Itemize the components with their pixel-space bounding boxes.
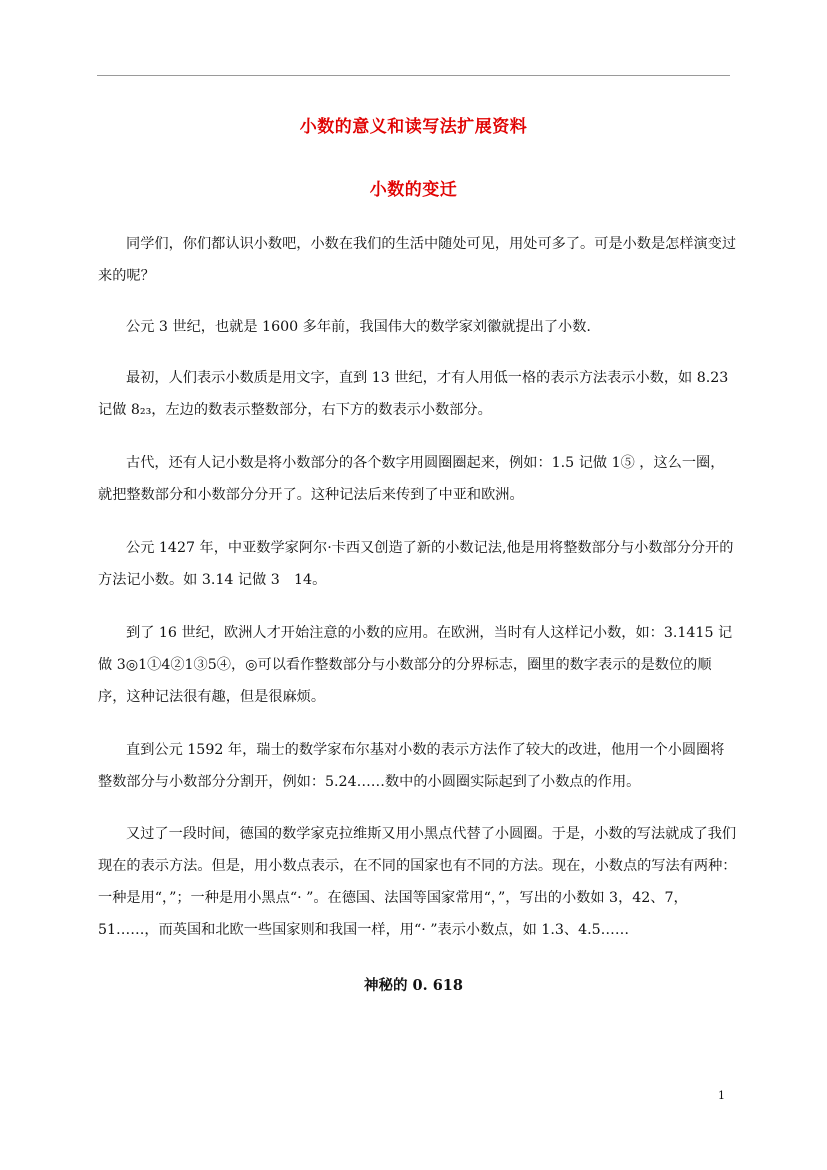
header-rule [97,75,730,76]
paragraph-3: 最初，人们表示小数质是用文字，直到 13 世纪，才有人用低一格的表示方法表示小数，如 8.23 记做 8₂₃，左边的数表示整数部分，右下方的数表示小数部分。 [98,370,729,418]
paragraph-4: 古代，还有人记小数是将小数部分的各个数字用圆圈圈起来，例如：1.5 记做 1⑤ ，这么一圈，就把整数部分和小数部分分开了。这种记法后来传到了中亚和欧洲。 [98,455,725,503]
paragraph-1: 同学们，你们都认识小数吧，小数在我们的生活中随处可见，用处可多了。可是小数是怎样演变过来的呢？ [98,236,737,284]
paragraph-2: 公元 3 世纪，也就是 1600 多年前，我国伟大的数学家刘徽就提出了小数. [126,319,591,335]
page-number: 1 [718,1089,725,1102]
paragraph-6: 到了 16 世纪，欧洲人才开始注意的小数的应用。在欧洲，当时有人这样记小数，如：3.1415 记做 3◎1①4②1③5④，◎可以看作整数部分与小数部分的分界标志，圈里的数字表示的是数位的顺序，这种记法很有趣，但是很麻烦。 [98,625,733,705]
section-heading: 神秘的 0. 618 [363,977,463,994]
document-title: 小数的意义和读写法扩展资料 [299,117,528,137]
paragraph-8: 又过了一段时间，德国的数学家克拉维斯又用小黑点代替了小圆圈。于是，小数的写法就成了我们现在的表示方法。但是，用小数点表示，在不同的国家也有不同的方法。现在，小数点的写法有两种：一种是用“，”；一种是用小黑点“· ”。在德国、法国等国家常用“，”，写出的小数如 3，42、7，51……，而英国和北欧一些国家则和我国一样，用“· ”表示小数点，如 1.3、4.5…… [98,826,737,938]
paragraph-7: 直到公元 1592 年，瑞士的数学家布尔基对小数的表示方法作了较大的改进，他用一个小圆圈将整数部分与小数部分分割开，例如：5.24……数中的小圆圈实际起到了小数点的作用。 [98,742,725,790]
document-subtitle: 小数的变迁 [369,180,458,200]
paragraph-5: 公元 1427 年，中亚数学家阿尔·卡西又创造了新的小数记法,他是用将整数部分与小数部分分开的方法记小数。如 3.14 记做 3 14。 [98,540,734,588]
